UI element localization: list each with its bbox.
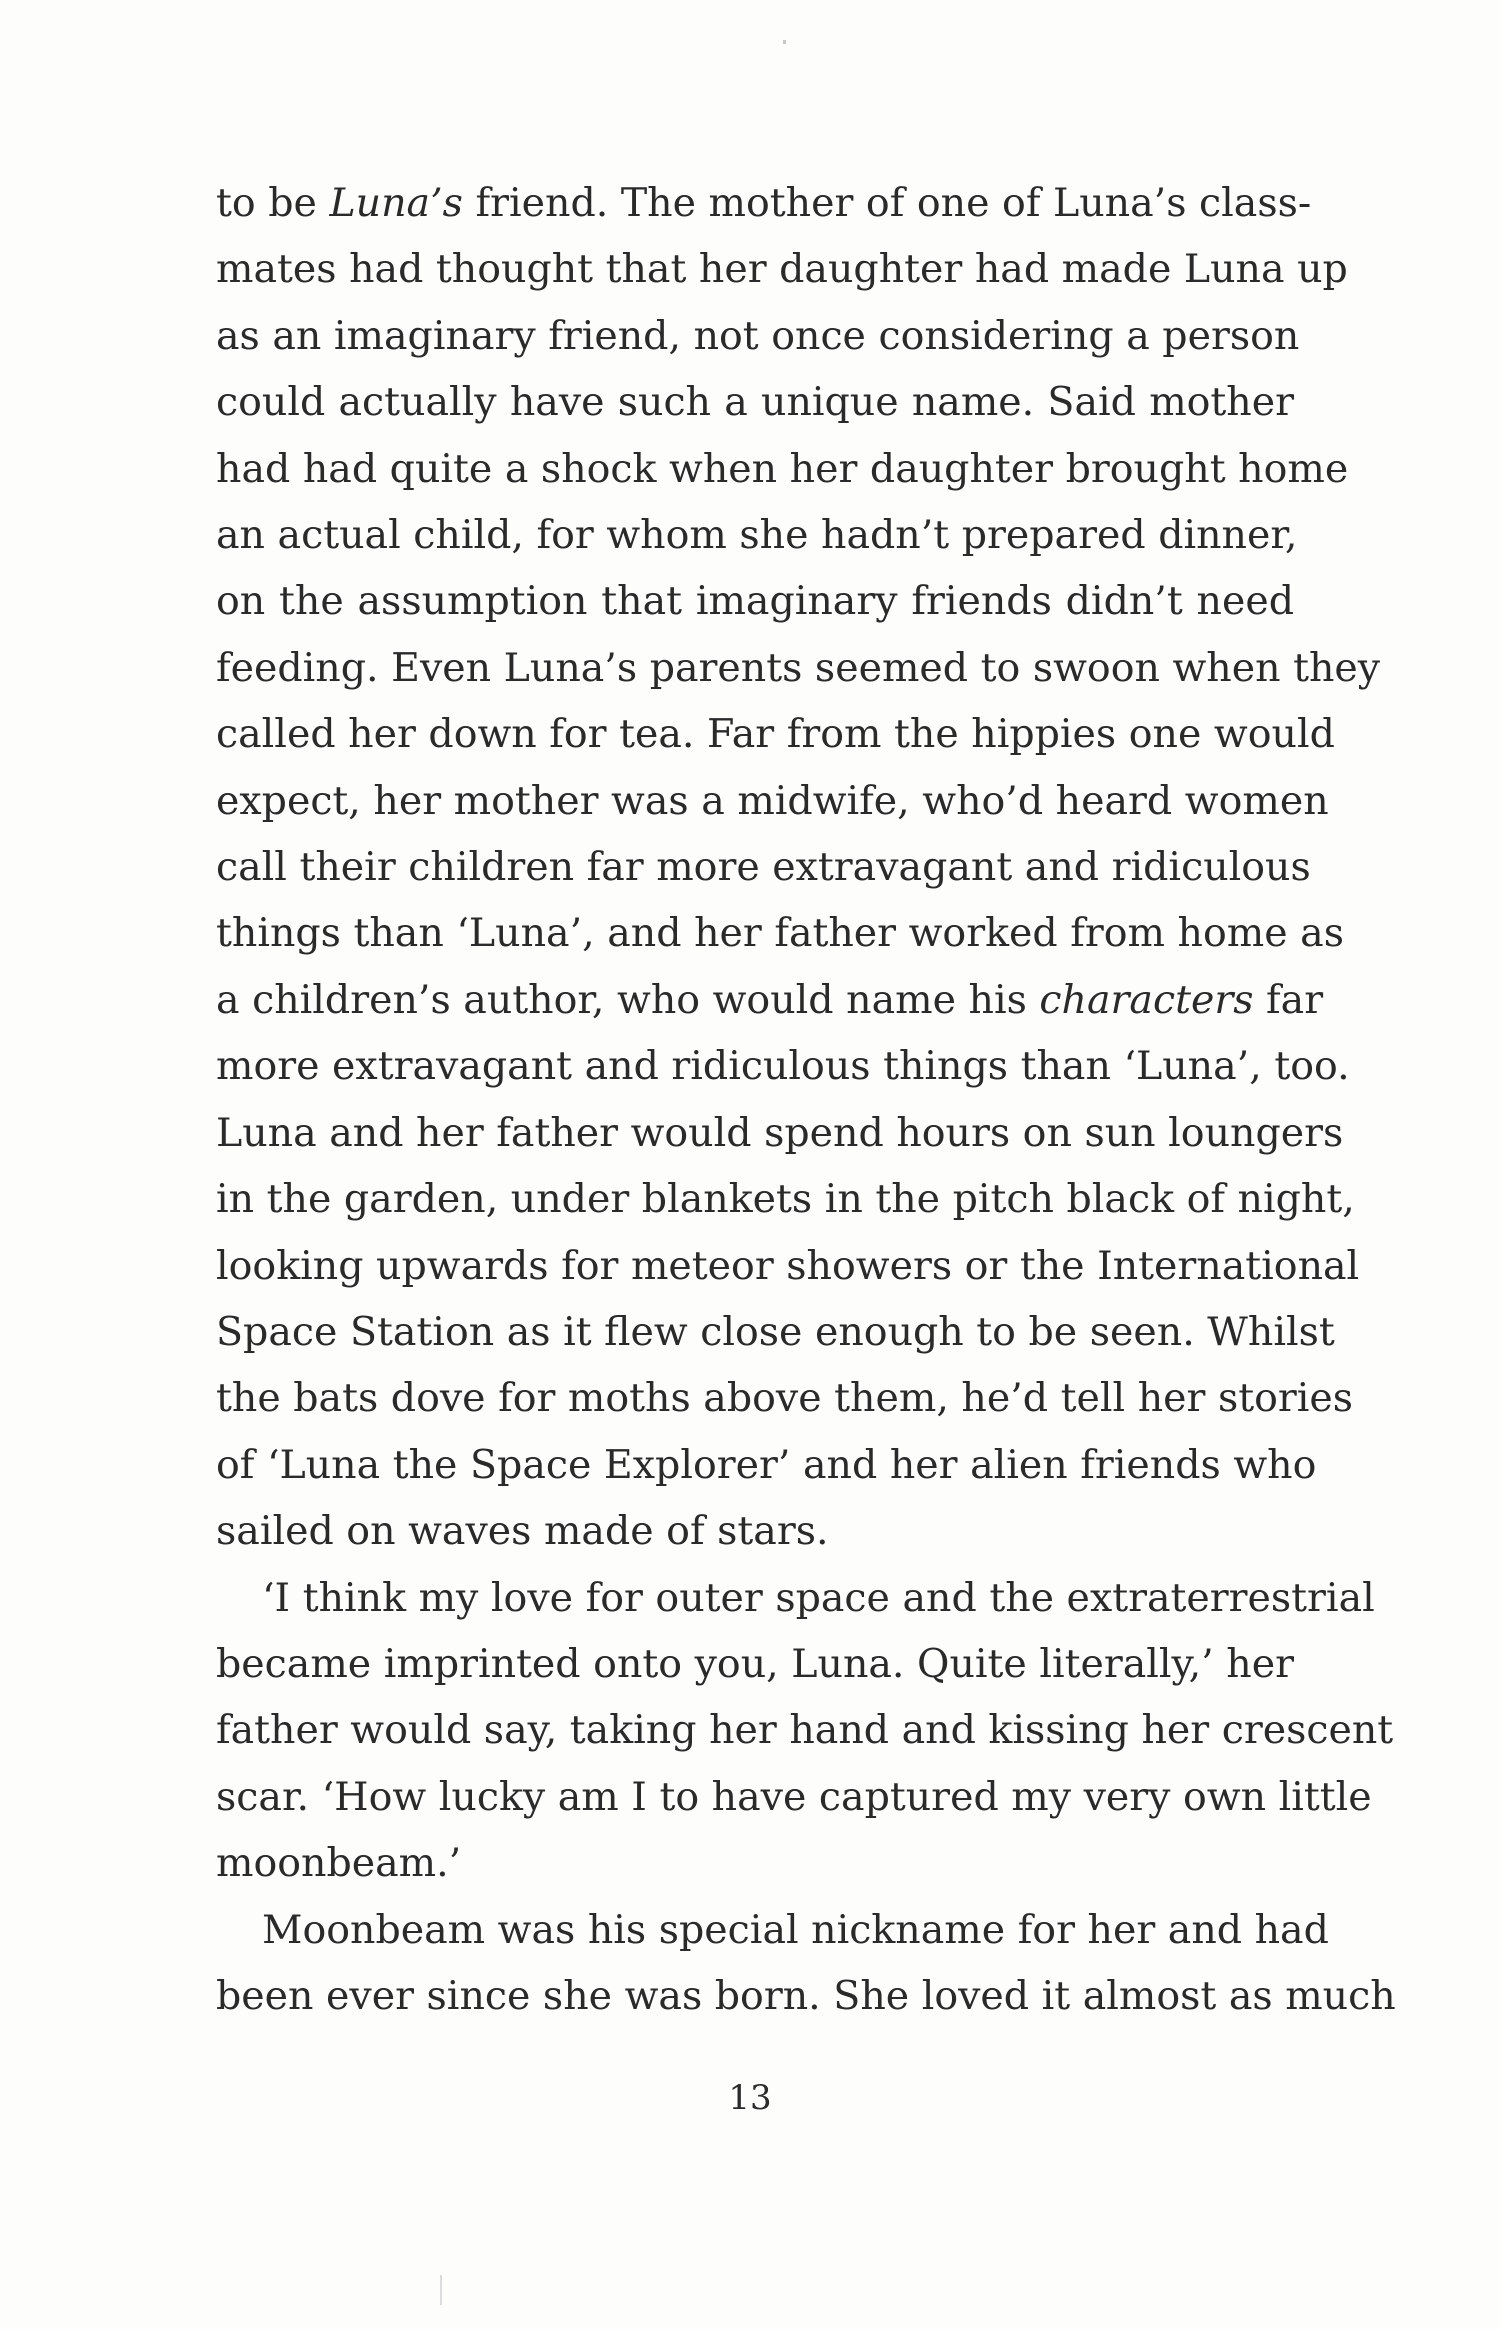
text-line: in the garden, under blankets in the pitch black of night, [216, 1176, 1355, 1223]
text-line: Luna and her father would spend hours on sun loungers [216, 1109, 1344, 1156]
scan-speck [783, 40, 786, 44]
italic-name: Luna’s [329, 180, 463, 226]
body-text [216, 170, 1396, 2029]
text-line: an actual child, for whom she hadn’t prepared dinner, [216, 512, 1298, 559]
text-line: scar. ‘How lucky am I to have captured my very own little [216, 1773, 1372, 1820]
text-line: been ever since she was born. She loved it almost as much [216, 1972, 1396, 2019]
text-line: looking upwards for meteor showers or the International [216, 1242, 1360, 1289]
text-line: mates had thought that her daughter had made Luna up [216, 246, 1348, 293]
text-line: expect, her mother was a midwife, who’d heard women [216, 777, 1329, 824]
text-line: father would say, taking her hand and kissing her crescent [216, 1707, 1394, 1754]
text-line: ‘I think my love for outer space and the extraterrestrial [262, 1574, 1375, 1621]
italic-word: characters [1039, 976, 1254, 1023]
text-line: moonbeam.’ [216, 1840, 462, 1887]
paragraph-3 [216, 1897, 1396, 2030]
text-line: of ‘Luna the Space Explorer’ and her alien friends who [216, 1441, 1317, 1488]
text-line: Space Station as it flew close enough to be seen. Whilst [216, 1308, 1335, 1355]
text-line: call their children far more extravagant and ridiculous [216, 844, 1311, 891]
text-line: feeding. Even Luna’s parents seemed to swoon when they [216, 644, 1381, 691]
page-number: 13 [728, 2078, 772, 2118]
text-line: had had quite a shock when her daughter brought home [216, 445, 1349, 492]
text-line: called her down for tea. Far from the hippies one would [216, 711, 1335, 758]
scan-speck [440, 2275, 442, 2305]
text-line: sailed on waves made of stars. [216, 1508, 829, 1555]
text-line: a children’s author, who would name his characters far [216, 976, 1324, 1023]
text-line: more extravagant and ridiculous things than ‘Luna’, too. [216, 1043, 1350, 1090]
text-line: to be Luna’s friend. The mother of one of Luna’s class- [216, 180, 1312, 226]
text-line: on the assumption that imaginary friends didn’t need [216, 578, 1294, 625]
text-line: Moonbeam was his special nickname for her and had [262, 1906, 1329, 1953]
text-line: things than ‘Luna’, and her father worked from home as [216, 910, 1344, 957]
text-line: became imprinted onto you, Luna. Quite literally,’ her [216, 1640, 1294, 1687]
paragraph-2 [216, 1565, 1394, 1897]
text-line: could actually have such a unique name. Said mother [216, 379, 1294, 426]
text-line: as an imaginary friend, not once considering a person [216, 312, 1300, 359]
text-line: the bats dove for moths above them, he’d tell her stories [216, 1375, 1354, 1422]
paragraph-1 [216, 170, 1381, 1565]
